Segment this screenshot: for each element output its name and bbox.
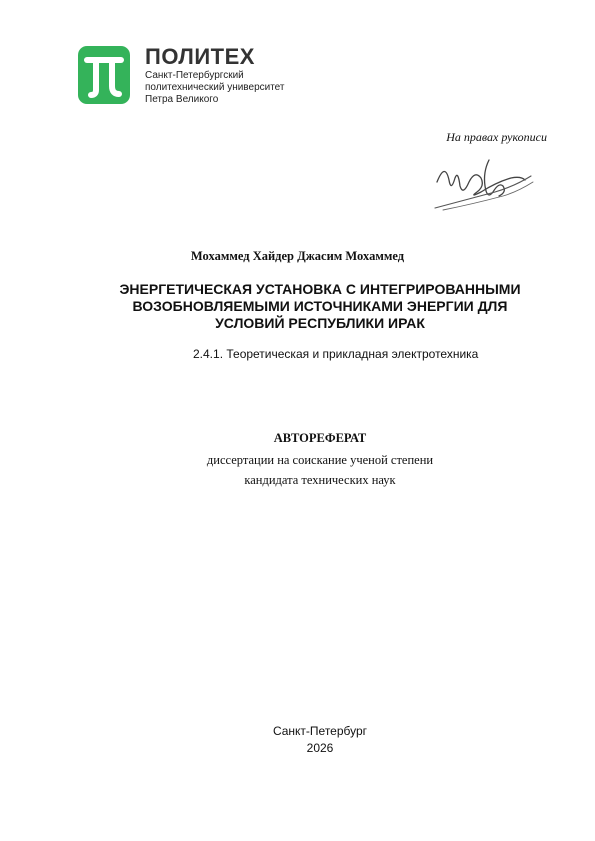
place-of-publication: Санкт-Петербург — [272, 724, 368, 738]
degree-line-2: кандидата технических наук — [244, 473, 396, 487]
polytech-logo — [78, 46, 298, 108]
dissertation-title — [60, 281, 580, 332]
signature-image — [425, 152, 537, 214]
manuscript-note: На правах рукописи — [446, 130, 547, 144]
abstract-heading: АВТОРЕФЕРАТ — [273, 431, 367, 445]
publication-year: 2026 — [306, 741, 334, 755]
logo-subtitle-line-2: политехнический университет — [145, 82, 285, 93]
logo-subtitle-line-3: Петра Великого — [145, 94, 219, 105]
title-line-3: УСЛОВИЙ РЕСПУБЛИКИ ИРАК — [215, 315, 425, 331]
logo-subtitle-line-1: Санкт-Петербургский — [145, 70, 244, 81]
degree-line-1: диссертации на соискание ученой степени — [206, 453, 434, 467]
polytech-logo-icon — [78, 46, 130, 104]
author-name: Мохаммед Хайдер Джасим Мохаммед — [190, 249, 405, 263]
logo-name: ПОЛИТЕХ — [145, 44, 255, 69]
title-line-2: ВОЗОБНОВЛЯЕМЫМИ ИСТОЧНИКАМИ ЭНЕРГИИ ДЛЯ — [132, 298, 508, 314]
specialty-code: 2.4.1. Теоретическая и прикладная электротехника — [193, 347, 479, 361]
title-line-1: ЭНЕРГЕТИЧЕСКАЯ УСТАНОВКА С ИНТЕГРИРОВАННЫМИ — [119, 281, 521, 297]
